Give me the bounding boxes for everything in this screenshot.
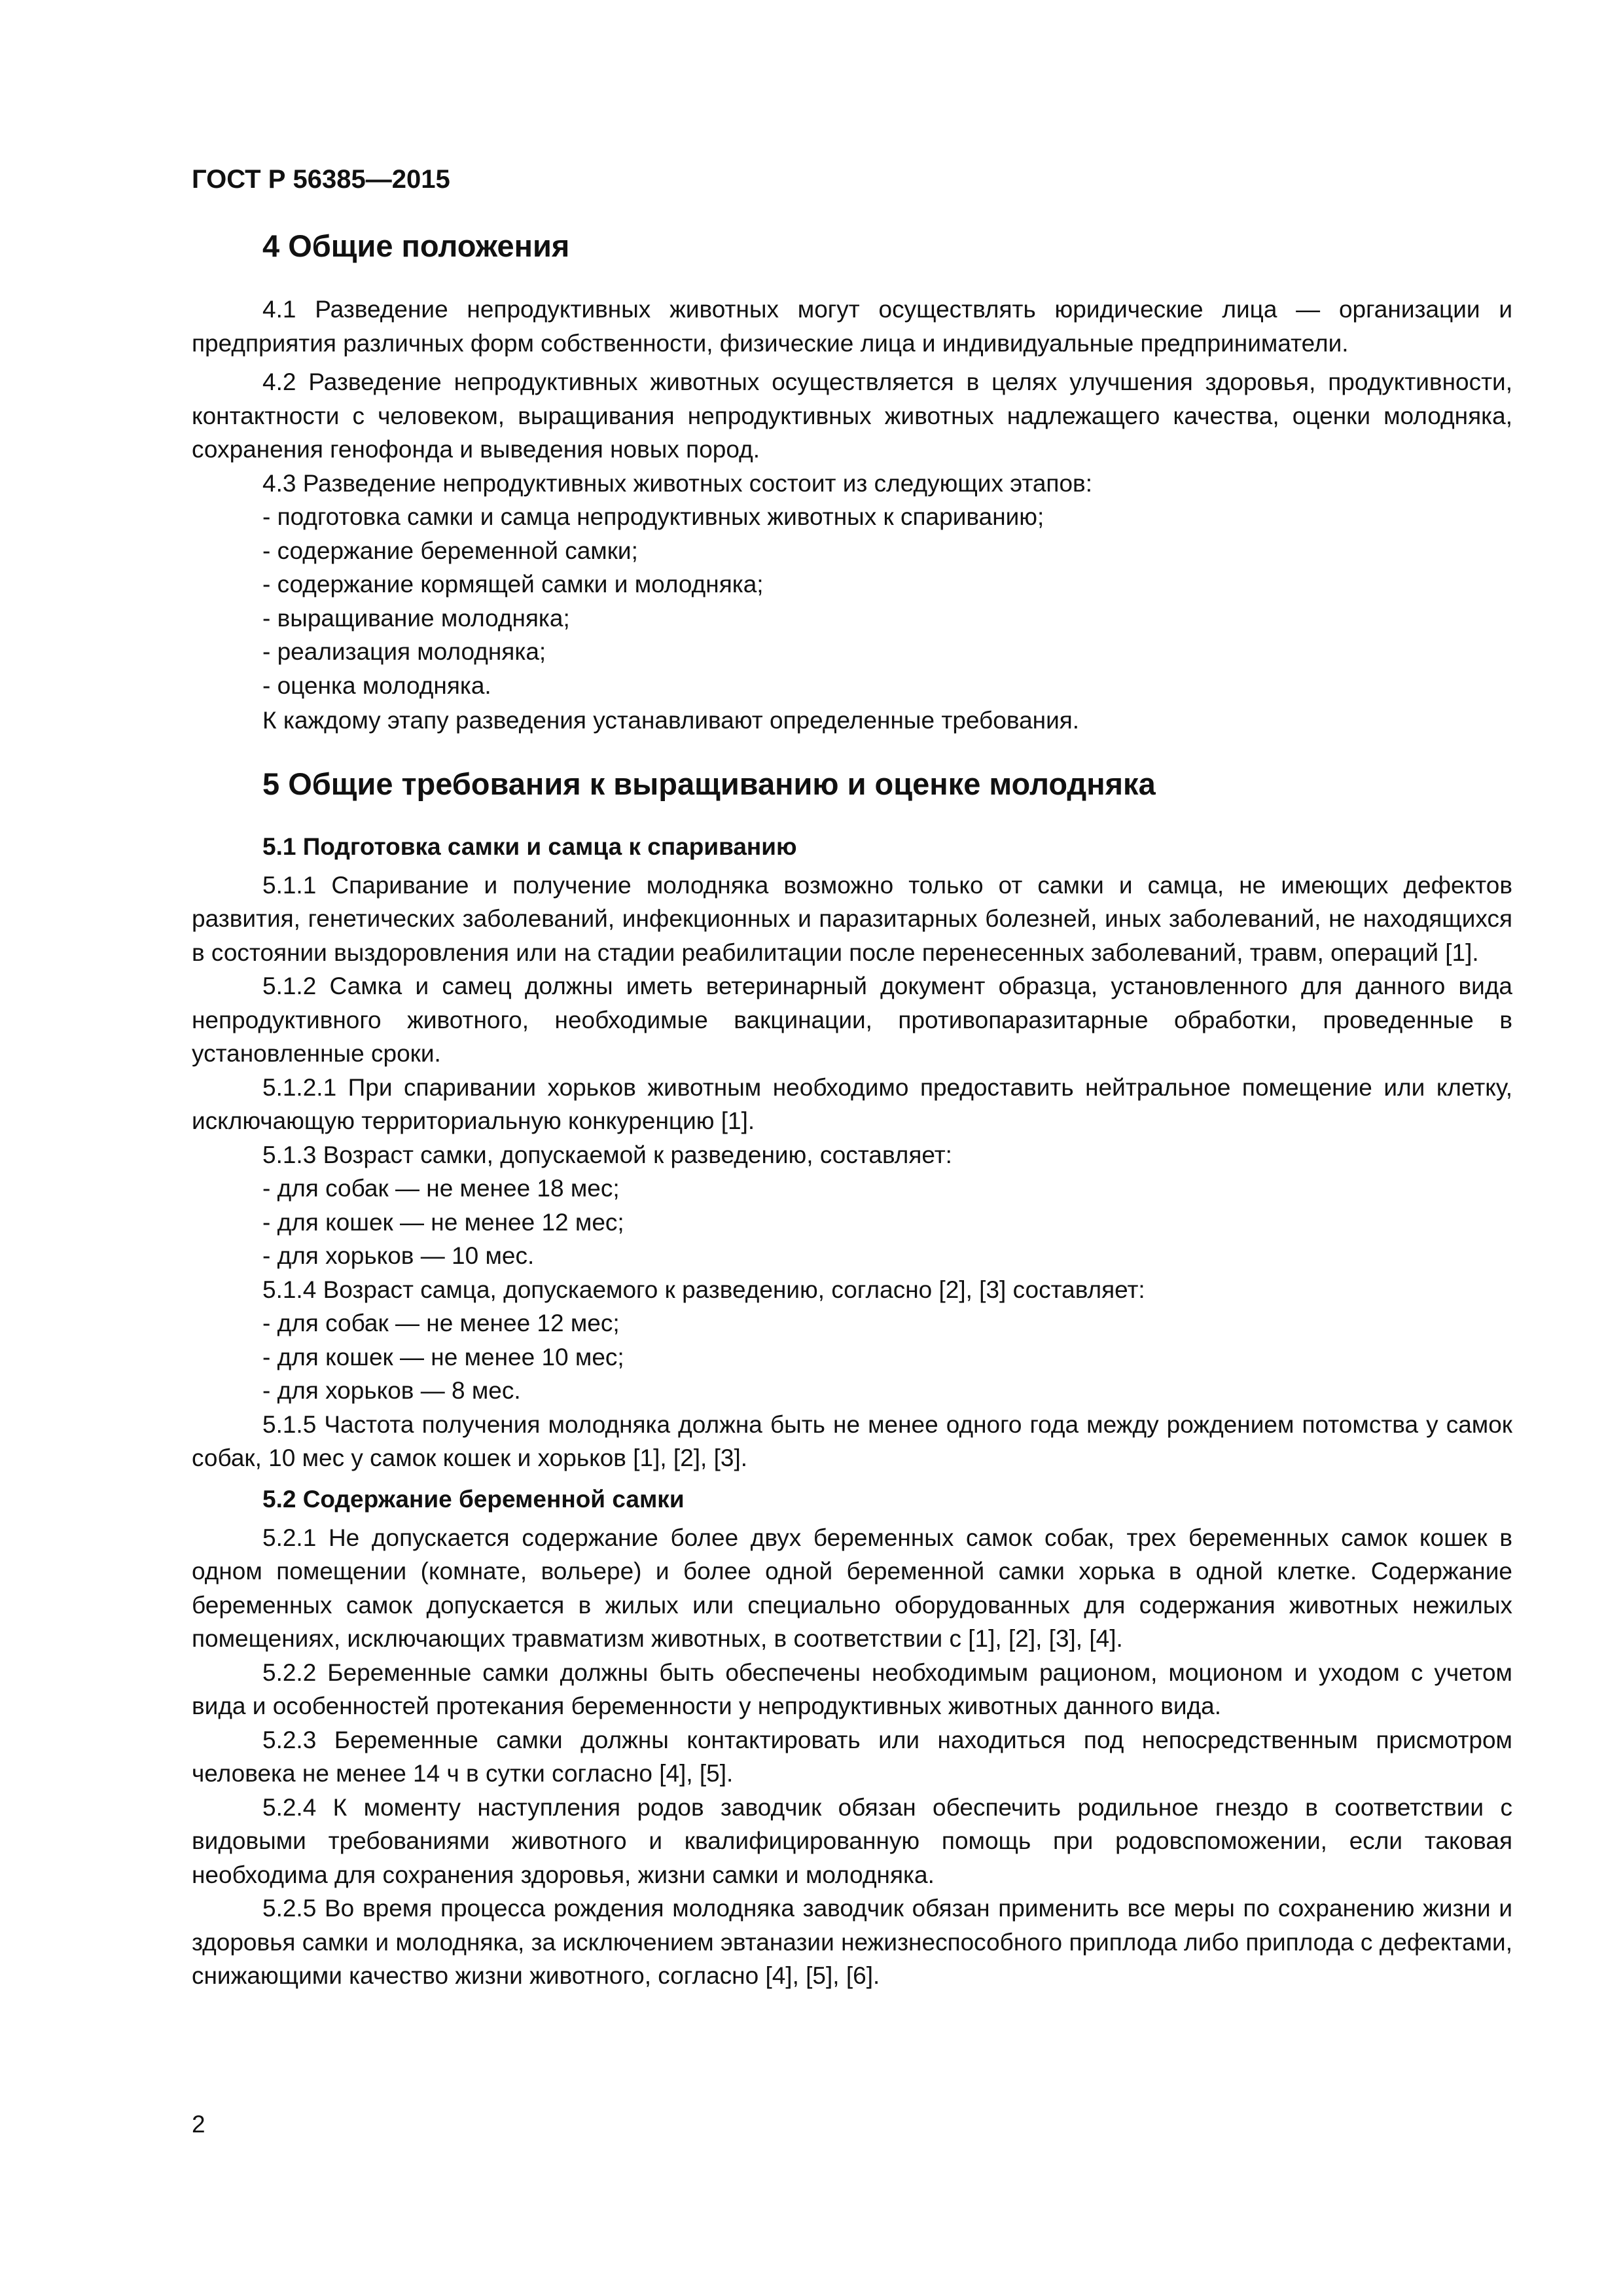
page-content [192, 226, 1512, 1993]
paragraph-4-2: 4.2 Разведение непродуктивных животных осуществляется в целях улучшения здоровья, продуктивности, контактности с человеком, выращивания непродуктивных животных надлежащего качества, оценки молодняка, сохранения генофонда и выведения новых пород. [192, 368, 1512, 463]
paragraph-5-1-2-1: 5.1.2.1 При спаривании хорьков животным необходимо предоставить нейтральное помещение или клетку, исключающую территориальную конкуренцию [1]. [192, 1073, 1512, 1134]
list-item: - для хорьков — 10 мес. [262, 1242, 535, 1269]
paragraph-5-1-3: 5.1.3 Возраст самки, допускаемой к разведению, составляет: [262, 1141, 952, 1168]
breeding-stages-list [192, 500, 1512, 702]
paragraph-4-1: 4.1 Разведение непродуктивных животных могут осуществлять юридические лица — организации и предприятия различных форм собственности, физические лица и индивидуальные предприниматели. [192, 296, 1512, 357]
paragraph-5-1-1: 5.1.1 Спаривание и получение молодняка возможно только от самки и самца, не имеющих дефектов развития, генетических заболеваний, инфекционных и паразитарных болезней, иных заболеваний, не находящихся в состоянии выздоровления или на стадии реабилитации после перенесенных заболеваний, травм, операций [1]. [192, 871, 1512, 966]
list-item: - для собак — не менее 18 мес; [262, 1175, 620, 1202]
document-id-header: ГОСТ Р 56385—2015 [192, 165, 450, 194]
paragraph-4-requirements: К каждому этапу разведения устанавливают определенные требования. [262, 707, 1080, 734]
paragraph-5-2-4: 5.2.4 К моменту наступления родов заводчик обязан обеспечить родильное гнездо в соответствии с видовыми требованиями животного и квалифицированную помощь при родовспоможении, если таковая необходима для сохранения здоровья, жизни самки и молодняка. [192, 1793, 1512, 1888]
list-item: - подготовка самки и самца непродуктивных животных к спариванию; [262, 503, 1044, 530]
section-4-title: 4 Общие положения [262, 228, 570, 263]
subsection-5-1-title: 5.1 Подготовка самки и самца к спариванию [262, 833, 797, 860]
female-age-list [192, 1172, 1512, 1273]
paragraph-5-2-1: 5.2.1 Не допускается содержание более двух беременных самок собак, трех беременных самок кошек в одном помещении (комнате, вольере) и более одной беременной самки хорька в одной клетке. Содержание беременных самок допускается в жилых или специально оборудованных для содержания животных нежилых помещениях, исключающих травматизм животных, в соответствии с [1], [2], [3], [4]. [192, 1524, 1512, 1652]
paragraph-5-2-2: 5.2.2 Беременные самки должны быть обеспечены необходимым рационом, моционом и уходом с учетом вида и особенностей протекания беременности у непродуктивных животных данного вида. [192, 1659, 1512, 1719]
male-age-list [192, 1306, 1512, 1408]
list-item: - содержание кормящей самки и молодняка; [262, 571, 764, 598]
list-item: - для кошек — не менее 12 мес; [262, 1208, 624, 1236]
list-item: - выращивание молодняка; [262, 604, 570, 632]
list-item: - для кошек — не менее 10 мес; [262, 1343, 624, 1371]
paragraph-5-1-2: 5.1.2 Самка и самец должны иметь ветеринарный документ образца, установленного для данного вида непродуктивного животного, необходимые вакцинации, противопаразитарные обработки, проведенные в установленные сроки. [192, 973, 1512, 1067]
list-item: - для собак — не менее 12 мес; [262, 1310, 620, 1336]
list-item: - содержание беременной самки; [262, 537, 638, 564]
paragraph-5-1-5: 5.1.5 Частота получения молодняка должна быть не менее одного года между рождением потомства у самок собак, 10 мес у самок кошек и хорьков [1], [2], [3]. [192, 1410, 1512, 1471]
section-5-title: 5 Общие требования к выращиванию и оценке молодняка [262, 766, 1156, 801]
list-item: - реализация молодняка; [262, 638, 546, 665]
list-item: - оценка молодняка. [262, 672, 491, 699]
paragraph-5-1-4: 5.1.4 Возраст самца, допускаемого к разведению, согласно [2], [3] составляет: [262, 1276, 1145, 1303]
paragraph-4-3: 4.3 Разведение непродуктивных животных состоит из следующих этапов: [262, 469, 1092, 497]
subsection-5-2-title: 5.2 Содержание беременной самки [262, 1485, 685, 1513]
paragraph-5-2-3: 5.2.3 Беременные самки должны контактировать или находиться под непосредственным присмотром человека не менее 14 ч в сутки согласно [4], [5]. [192, 1726, 1512, 1787]
page-number: 2 [192, 2111, 205, 2138]
paragraph-5-2-5: 5.2.5 Во время процесса рождения молодняка заводчик обязан применить все меры по сохранению жизни и здоровья самки и молодняка, за исключением эвтаназии нежизнеспособного приплода либо приплода с дефектами, снижающими качество жизни животного, согласно [4], [5], [6]. [192, 1895, 1512, 1989]
list-item: - для хорьков — 8 мес. [262, 1377, 521, 1404]
